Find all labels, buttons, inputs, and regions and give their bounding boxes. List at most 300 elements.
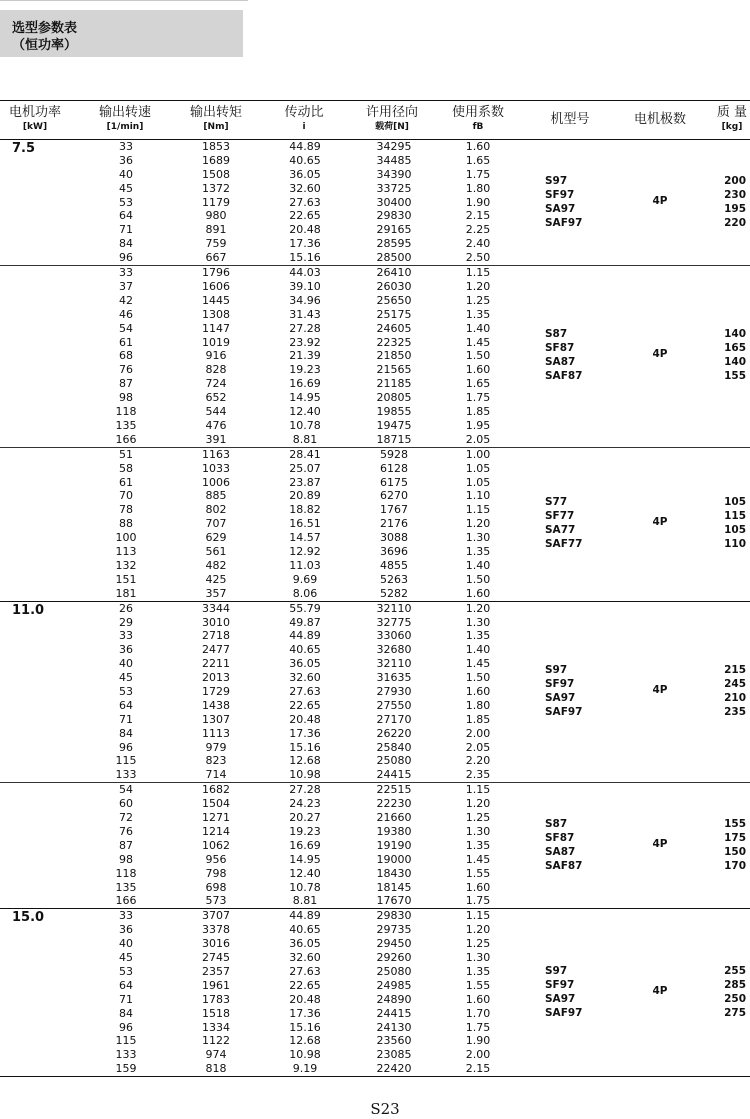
ratio-cell: 9.19 xyxy=(292,1062,318,1076)
ratio-cell: 19.23 xyxy=(289,363,321,377)
service-factor-cell: 1.40 xyxy=(465,321,491,335)
output-speed-cell: 36 xyxy=(119,153,133,167)
radial-load-cell: 26030 xyxy=(376,279,412,293)
table-row xyxy=(0,867,750,881)
output-torque-cell: 891 xyxy=(205,223,227,237)
table-row xyxy=(0,349,750,363)
table-row xyxy=(0,196,750,210)
output-speed-cell: 76 xyxy=(119,825,133,839)
ratio-cell: 36.05 xyxy=(289,167,321,181)
output-torque-cell: 1372 xyxy=(202,181,230,195)
radial-load-cell: 27930 xyxy=(376,685,412,699)
radial-load-cell: 19380 xyxy=(376,825,412,839)
mass-list xyxy=(724,817,746,873)
model-number: SAF77 xyxy=(545,538,583,551)
motor-power: 11.0 xyxy=(12,602,45,618)
radial-load-cell: 33725 xyxy=(376,181,412,195)
service-factor-cell: 1.90 xyxy=(465,1034,491,1048)
output-torque-cell: 916 xyxy=(205,349,227,363)
table-row xyxy=(0,853,750,867)
ratio-cell: 40.65 xyxy=(289,153,321,167)
service-factor-cell: 1.45 xyxy=(465,335,491,349)
output-torque-cell: 3016 xyxy=(202,937,230,951)
ratio-cell: 12.92 xyxy=(289,545,321,559)
ratio-cell: 14.95 xyxy=(289,852,321,866)
table-row xyxy=(0,1021,750,1035)
service-factor-cell: 1.60 xyxy=(465,992,491,1006)
output-speed-cell: 159 xyxy=(115,1062,137,1076)
output-speed-cell: 64 xyxy=(119,978,133,992)
service-factor-cell: 1.25 xyxy=(465,293,491,307)
model-number: SF97 xyxy=(545,978,575,991)
ratio-cell: 22.65 xyxy=(289,978,321,992)
ratio-cell: 15.16 xyxy=(289,251,321,265)
table-row xyxy=(0,168,750,182)
service-factor-cell: 1.60 xyxy=(465,586,491,600)
radial-load-cell: 19000 xyxy=(376,852,412,866)
motor-poles: 4P xyxy=(652,516,668,529)
motor-power: 15.0 xyxy=(12,910,45,926)
ratio-cell: 23.87 xyxy=(289,475,321,489)
service-factor-cell: 1.00 xyxy=(465,447,491,461)
service-factor-cell: 1.30 xyxy=(465,531,491,545)
ratio-cell: 40.65 xyxy=(289,923,321,937)
ratio-cell: 32.60 xyxy=(289,671,321,685)
service-factor-cell: 1.75 xyxy=(465,1020,491,1034)
model-number: SA87 xyxy=(545,356,576,369)
ratio-cell: 17.36 xyxy=(289,726,321,740)
table-body xyxy=(0,140,750,1077)
radial-load-cell: 25080 xyxy=(376,754,412,768)
service-factor-cell: 1.15 xyxy=(465,783,491,797)
output-torque-cell: 802 xyxy=(205,503,227,517)
mass-value: 230 xyxy=(724,188,746,201)
output-speed-cell: 132 xyxy=(115,558,137,572)
output-speed-cell: 61 xyxy=(119,475,133,489)
mass-value: 245 xyxy=(724,678,746,691)
output-torque-cell: 980 xyxy=(205,209,227,223)
table-row xyxy=(0,602,750,616)
ratio-cell: 20.48 xyxy=(289,712,321,726)
output-speed-cell: 33 xyxy=(119,140,133,153)
ratio-cell: 17.36 xyxy=(289,237,321,251)
output-torque-cell: 1504 xyxy=(202,797,230,811)
output-torque-cell: 724 xyxy=(205,377,227,391)
output-torque-cell: 2357 xyxy=(202,965,230,979)
ratio-cell: 27.63 xyxy=(289,965,321,979)
table-row xyxy=(0,671,750,685)
output-speed-cell: 115 xyxy=(115,754,137,768)
radial-load-cell: 24130 xyxy=(376,1020,412,1034)
table-row xyxy=(0,629,750,643)
output-speed-cell: 87 xyxy=(119,377,133,391)
table-row xyxy=(0,266,750,280)
service-factor-cell: 1.10 xyxy=(465,489,491,503)
table-row xyxy=(0,825,750,839)
model-number: SAF97 xyxy=(545,1006,583,1019)
table-row xyxy=(0,545,750,559)
service-factor-cell: 1.30 xyxy=(465,951,491,965)
output-torque-cell: 561 xyxy=(205,545,227,559)
ratio-cell: 25.07 xyxy=(289,461,321,475)
output-torque-cell: 1445 xyxy=(202,293,230,307)
output-speed-cell: 166 xyxy=(115,894,137,908)
service-factor-cell: 1.60 xyxy=(465,363,491,377)
output-speed-cell: 45 xyxy=(119,181,133,195)
service-factor-cell: 1.20 xyxy=(465,517,491,531)
radial-load-cell: 5282 xyxy=(380,586,408,600)
output-torque-cell: 1729 xyxy=(202,685,230,699)
header-ratio-unit: i xyxy=(302,122,306,132)
mass-value: 255 xyxy=(724,964,746,977)
table-row xyxy=(0,489,750,503)
mass-value: 155 xyxy=(724,370,746,383)
mass-list xyxy=(724,174,746,230)
ratio-cell: 8.06 xyxy=(292,586,318,600)
radial-load-cell: 27170 xyxy=(376,712,412,726)
model-number: SF77 xyxy=(545,510,575,523)
mass-value: 250 xyxy=(724,992,746,1005)
mass-value: 140 xyxy=(724,328,746,341)
radial-load-cell: 18145 xyxy=(376,880,412,894)
output-speed-cell: 53 xyxy=(119,965,133,979)
ratio-cell: 17.36 xyxy=(289,1006,321,1020)
motor-poles: 4P xyxy=(652,837,668,850)
model-list xyxy=(545,174,582,230)
ratio-cell: 44.03 xyxy=(289,266,321,280)
output-torque-cell: 1147 xyxy=(202,321,230,335)
mass-value: 235 xyxy=(724,706,746,719)
service-factor-cell: 1.60 xyxy=(465,685,491,699)
table-row xyxy=(0,237,750,251)
ratio-cell: 12.40 xyxy=(289,405,321,418)
header-output-torque-unit: [Nm] xyxy=(203,122,229,132)
output-speed-cell: 64 xyxy=(119,698,133,712)
header-service-factor xyxy=(442,101,514,139)
header-mass xyxy=(708,101,750,139)
service-factor-cell: 1.50 xyxy=(465,572,491,586)
ratio-cell: 21.39 xyxy=(289,349,321,363)
model-group xyxy=(0,909,750,1077)
radial-load-cell: 24605 xyxy=(376,321,412,335)
radial-load-cell: 6128 xyxy=(380,461,408,475)
mass-list xyxy=(724,495,746,551)
radial-load-cell: 1767 xyxy=(380,503,408,517)
radial-load-cell: 4855 xyxy=(380,558,408,572)
radial-load-cell: 22325 xyxy=(376,335,412,349)
radial-load-cell: 31635 xyxy=(376,671,412,685)
output-torque-cell: 425 xyxy=(205,572,227,586)
service-factor-cell: 1.60 xyxy=(465,880,491,894)
output-speed-cell: 33 xyxy=(119,909,133,923)
table-row xyxy=(0,419,750,433)
ratio-cell: 27.63 xyxy=(289,685,321,699)
radial-load-cell: 32110 xyxy=(376,601,412,615)
model-number: S97 xyxy=(545,664,568,677)
model-list xyxy=(545,663,582,719)
ratio-cell: 36.05 xyxy=(289,657,321,671)
model-number: S87 xyxy=(545,328,568,341)
output-speed-cell: 60 xyxy=(119,797,133,811)
radial-load-cell: 32110 xyxy=(376,657,412,671)
mass-value: 220 xyxy=(724,216,746,229)
output-torque-cell: 544 xyxy=(205,405,227,418)
mass-value: 110 xyxy=(724,538,746,551)
service-factor-cell: 1.50 xyxy=(465,671,491,685)
output-torque-cell: 1163 xyxy=(202,447,230,461)
output-speed-cell: 40 xyxy=(119,937,133,951)
output-speed-cell: 68 xyxy=(119,349,133,363)
ratio-cell: 23.92 xyxy=(289,335,321,349)
mass-list xyxy=(724,964,746,1020)
table-row xyxy=(0,308,750,322)
table-row xyxy=(0,1048,750,1062)
radial-load-cell: 25080 xyxy=(376,965,412,979)
output-torque-cell: 3344 xyxy=(202,601,230,615)
table-row xyxy=(0,154,750,168)
output-torque-cell: 2477 xyxy=(202,643,230,657)
output-speed-cell: 33 xyxy=(119,266,133,280)
output-speed-cell: 37 xyxy=(119,279,133,293)
table-row xyxy=(0,559,750,573)
mass-value: 140 xyxy=(724,356,746,369)
output-speed-cell: 96 xyxy=(119,740,133,754)
output-speed-cell: 98 xyxy=(119,852,133,866)
output-torque-cell: 1006 xyxy=(202,475,230,489)
output-speed-cell: 54 xyxy=(119,321,133,335)
service-factor-cell: 1.35 xyxy=(465,307,491,321)
ratio-cell: 22.65 xyxy=(289,698,321,712)
ratio-cell: 10.98 xyxy=(289,1048,321,1062)
output-torque-cell: 1113 xyxy=(202,726,230,740)
model-number: S87 xyxy=(545,817,568,830)
output-speed-cell: 96 xyxy=(119,251,133,265)
output-speed-cell: 40 xyxy=(119,657,133,671)
ratio-cell: 14.57 xyxy=(289,531,321,545)
model-number: S97 xyxy=(545,174,568,187)
output-torque-cell: 714 xyxy=(205,768,227,782)
output-speed-cell: 71 xyxy=(119,992,133,1006)
output-speed-cell: 115 xyxy=(115,1034,137,1048)
table-row xyxy=(0,881,750,895)
service-factor-cell: 2.50 xyxy=(465,251,491,265)
output-torque-cell: 2745 xyxy=(202,951,230,965)
ratio-cell: 27.28 xyxy=(289,321,321,335)
mass-value: 170 xyxy=(724,859,746,872)
ratio-cell: 18.82 xyxy=(289,503,321,517)
ratio-cell: 10.78 xyxy=(289,418,321,432)
mass-value: 105 xyxy=(724,496,746,509)
output-speed-cell: 84 xyxy=(119,1006,133,1020)
table-row xyxy=(0,322,750,336)
service-factor-cell: 1.30 xyxy=(465,615,491,629)
output-speed-cell: 70 xyxy=(119,489,133,503)
model-number: SA87 xyxy=(545,845,576,858)
output-torque-cell: 357 xyxy=(205,586,227,600)
radial-load-cell: 24415 xyxy=(376,1006,412,1020)
ratio-cell: 36.05 xyxy=(289,937,321,951)
output-speed-cell: 118 xyxy=(115,866,137,880)
service-factor-cell: 1.75 xyxy=(465,391,491,405)
service-factor-cell: 1.35 xyxy=(465,838,491,852)
radial-load-cell: 6175 xyxy=(380,475,408,489)
service-factor-cell: 1.35 xyxy=(465,629,491,643)
service-factor-cell: 1.20 xyxy=(465,923,491,937)
radial-load-cell: 5928 xyxy=(380,447,408,461)
radial-load-cell: 26220 xyxy=(376,726,412,740)
output-speed-cell: 51 xyxy=(119,447,133,461)
ratio-cell: 55.79 xyxy=(289,601,321,615)
radial-load-cell: 17670 xyxy=(376,894,412,908)
top-rule xyxy=(0,0,248,1)
ratio-cell: 39.10 xyxy=(289,279,321,293)
output-torque-cell: 1961 xyxy=(202,978,230,992)
output-speed-cell: 133 xyxy=(115,768,137,782)
table-row xyxy=(0,741,750,755)
ratio-cell: 12.68 xyxy=(289,1034,321,1048)
ratio-cell: 8.81 xyxy=(292,894,318,908)
service-factor-cell: 2.00 xyxy=(465,1048,491,1062)
output-torque-cell: 1179 xyxy=(202,195,230,209)
mass-value: 200 xyxy=(724,174,746,187)
output-torque-cell: 1682 xyxy=(202,783,230,797)
output-torque-cell: 1019 xyxy=(202,335,230,349)
table-row xyxy=(0,699,750,713)
service-factor-cell: 1.35 xyxy=(465,965,491,979)
service-factor-cell: 1.50 xyxy=(465,349,491,363)
radial-load-cell: 28500 xyxy=(376,251,412,265)
output-speed-cell: 135 xyxy=(115,418,137,432)
output-torque-cell: 979 xyxy=(205,740,227,754)
table-row xyxy=(0,294,750,308)
ratio-cell: 12.68 xyxy=(289,754,321,768)
radial-load-cell: 29735 xyxy=(376,923,412,937)
radial-load-cell: 28595 xyxy=(376,237,412,251)
service-factor-cell: 1.30 xyxy=(465,825,491,839)
output-torque-cell: 1271 xyxy=(202,811,230,825)
table-row xyxy=(0,209,750,223)
output-torque-cell: 1606 xyxy=(202,279,230,293)
mass-value: 105 xyxy=(724,524,746,537)
ratio-cell: 22.65 xyxy=(289,209,321,223)
mass-value: 195 xyxy=(724,202,746,215)
table-row xyxy=(0,616,750,630)
output-torque-cell: 828 xyxy=(205,363,227,377)
service-factor-cell: 1.20 xyxy=(465,601,491,615)
service-factor-cell: 1.85 xyxy=(465,405,491,418)
model-number: SF97 xyxy=(545,678,575,691)
table-row xyxy=(0,811,750,825)
service-factor-cell: 2.40 xyxy=(465,237,491,251)
table-row xyxy=(0,951,750,965)
table-row xyxy=(0,713,750,727)
table-row xyxy=(0,405,750,419)
output-torque-cell: 391 xyxy=(205,432,227,446)
output-torque-cell: 1307 xyxy=(202,712,230,726)
service-factor-cell: 2.05 xyxy=(465,740,491,754)
section-title xyxy=(0,10,243,57)
output-torque-cell: 1062 xyxy=(202,838,230,852)
ratio-cell: 19.23 xyxy=(289,825,321,839)
output-torque-cell: 629 xyxy=(205,531,227,545)
table-row xyxy=(0,587,750,601)
output-torque-cell: 1518 xyxy=(202,1006,230,1020)
header-mass-unit: [kg] xyxy=(721,122,743,132)
ratio-cell: 20.48 xyxy=(289,223,321,237)
header-radial-load-label: 许用径向 xyxy=(365,105,418,120)
model-number: SAF87 xyxy=(545,370,583,383)
model-number: SF87 xyxy=(545,831,575,844)
page-number: S23 xyxy=(370,1100,400,1118)
ratio-cell: 15.16 xyxy=(289,740,321,754)
header-output-speed-unit: [1/min] xyxy=(106,122,144,132)
model-number: SA77 xyxy=(545,524,576,537)
model-list xyxy=(545,817,582,873)
service-factor-cell: 1.25 xyxy=(465,811,491,825)
radial-load-cell: 21565 xyxy=(376,363,412,377)
ratio-cell: 10.78 xyxy=(289,880,321,894)
service-factor-cell: 2.15 xyxy=(465,209,491,223)
ratio-cell: 9.69 xyxy=(292,572,318,586)
service-factor-cell: 1.35 xyxy=(465,545,491,559)
header-output-speed-label: 输出转速 xyxy=(98,105,151,120)
radial-load-cell: 24890 xyxy=(376,992,412,1006)
ratio-cell: 31.43 xyxy=(289,307,321,321)
header-model xyxy=(532,101,608,139)
radial-load-cell: 3696 xyxy=(380,545,408,559)
service-factor-cell: 1.95 xyxy=(465,418,491,432)
model-number: SA97 xyxy=(545,202,576,215)
table-row xyxy=(0,909,750,926)
output-speed-cell: 87 xyxy=(119,838,133,852)
model-number: S77 xyxy=(545,496,568,509)
output-speed-cell: 71 xyxy=(119,712,133,726)
output-speed-cell: 40 xyxy=(119,167,133,181)
service-factor-cell: 2.20 xyxy=(465,754,491,768)
output-speed-cell: 61 xyxy=(119,335,133,349)
service-factor-cell: 1.70 xyxy=(465,1006,491,1020)
service-factor-cell: 1.15 xyxy=(465,503,491,517)
ratio-cell: 10.98 xyxy=(289,768,321,782)
radial-load-cell: 34295 xyxy=(376,140,412,153)
radial-load-cell: 27550 xyxy=(376,698,412,712)
output-speed-cell: 113 xyxy=(115,545,137,559)
output-speed-cell: 45 xyxy=(119,671,133,685)
model-number: SAF87 xyxy=(545,859,583,872)
radial-load-cell: 20805 xyxy=(376,391,412,405)
ratio-cell: 12.40 xyxy=(289,866,321,880)
mass-list xyxy=(724,327,746,383)
motor-poles: 4P xyxy=(652,984,668,997)
service-factor-cell: 1.65 xyxy=(465,377,491,391)
radial-load-cell: 24415 xyxy=(376,768,412,782)
header-power-unit: [kW] xyxy=(22,122,48,132)
header-mass-label: 质 量 xyxy=(716,105,748,120)
service-factor-cell: 1.75 xyxy=(465,167,491,181)
mass-value: 210 xyxy=(724,692,746,705)
radial-load-cell: 25840 xyxy=(376,740,412,754)
output-speed-cell: 53 xyxy=(119,685,133,699)
table-row xyxy=(0,531,750,545)
output-torque-cell: 1689 xyxy=(202,153,230,167)
radial-load-cell: 19855 xyxy=(376,405,412,418)
output-torque-cell: 698 xyxy=(205,880,227,894)
output-torque-cell: 667 xyxy=(205,251,227,265)
ratio-cell: 32.60 xyxy=(289,181,321,195)
model-list xyxy=(545,495,582,551)
radial-load-cell: 34390 xyxy=(376,167,412,181)
service-factor-cell: 2.35 xyxy=(465,768,491,782)
